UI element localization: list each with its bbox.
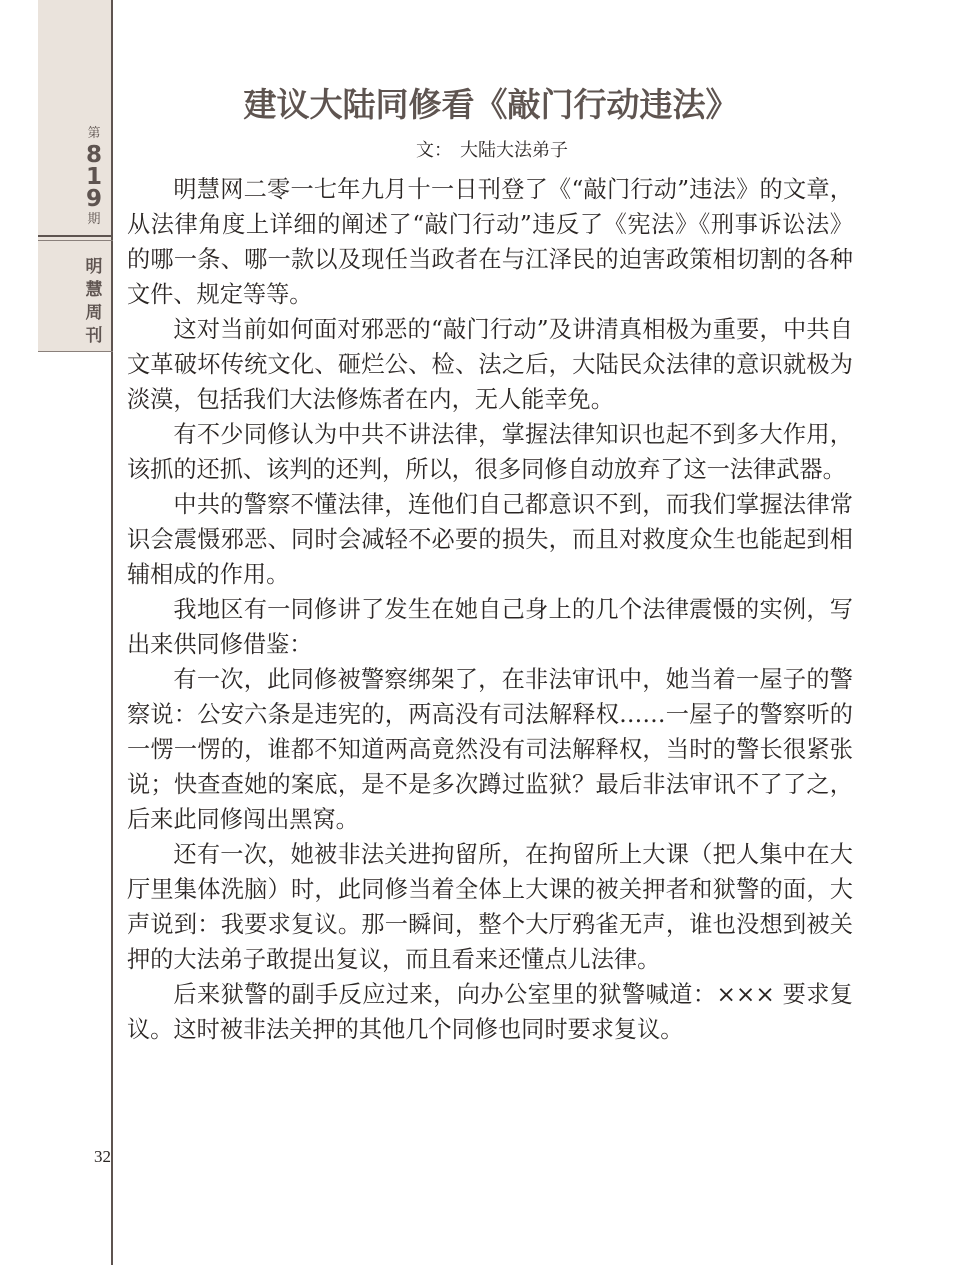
sidebar-divider: [38, 235, 113, 237]
paragraph: 中共的警察不懂法律，连他们自己都意识不到，而我们掌握法律常识会震慑邪恶、同时会减轻不必要的损失，而且对救度众生也能起到相辅相成的作用。: [127, 491, 853, 588]
paragraph: 有一次，此同修被警察绑架了，在非法审讯中，她当着一屋子的警察说：公安六条是违宪的，两高没有司法解释权……一屋子的警察听的一愣一愣的，谁都不知道两高竟然没有司法解释权，当时的警长很紧张说；快查查她的案底，是不是多次蹲过监狱？最后非法审讯不了了之，后来此同修闯出黑窝。: [127, 666, 853, 833]
article-title: 建议大陆同修看《敲门行动违法》: [243, 85, 739, 124]
page-number: 32: [94, 1147, 111, 1166]
issue-digit: 8: [85, 142, 102, 168]
byline-label: 文：: [416, 140, 452, 161]
paragraph: 后来狱警的副手反应过来，向办公室里的狱警喊道：××× 要求复议。这时被非法关押的其他几个同修也同时要求复议。: [127, 981, 853, 1043]
paragraph: 有不少同修认为中共不讲法律，掌握法律知识也起不到多大作用，该抓的还抓、该判的还判，所以，很多同修自动放弃了这一法律武器。: [127, 421, 853, 483]
sidebar-divider-bottom: [38, 351, 113, 352]
paragraph: 我地区有一同修讲了发生在她自己身上的几个法律震慑的实例，写出来供同修借鉴：: [127, 596, 853, 658]
paragraph: 明慧网二零一七年九月十一日刊登了《“敲门行动”违法》的文章，从法律角度上详细的阐述了“敲门行动”违反了《宪法》《刑事诉讼法》的哪一条、哪一款以及现任当政者在与江泽民的迫害政策相切割的各种文件、规定等等。: [127, 176, 853, 308]
paragraph: 还有一次，她被非法关进拘留所，在拘留所上大课（把人集中在大厅里集体洗脑）时，此同修当着全体上大课的被关押者和狱警的面，大声说到：我要求复议。那一瞬间，整个大厅鸦雀无声，谁也没想到被关押的大法弟子敢提出复议，而且看来还懂点儿法律。: [127, 841, 853, 973]
byline: [130, 138, 852, 164]
issue-suffix: 期: [87, 212, 101, 227]
magazine-name: [72, 256, 116, 348]
magazine-char: 周: [85, 303, 103, 323]
sidebar-divider-thin: [38, 240, 113, 241]
magazine-char: 刊: [85, 326, 103, 346]
issue-digit: 1: [85, 164, 102, 190]
byline-author: 大陆大法弟子: [460, 140, 568, 161]
issue-number: [72, 124, 116, 230]
paragraph: 这对当前如何面对邪恶的“敲门行动”及讲清真相极为重要，中共自文革破坏传统文化、砸烂公、检、法之后，大陆民众法律的意识就极为淡漠，包括我们大法修炼者在内，无人能幸免。: [127, 316, 853, 413]
issue-digit: 9: [85, 186, 102, 212]
issue-prefix: 第: [87, 126, 101, 141]
magazine-char: 慧: [85, 280, 103, 300]
magazine-char: 明: [85, 257, 103, 277]
article-body: [127, 172, 853, 1047]
